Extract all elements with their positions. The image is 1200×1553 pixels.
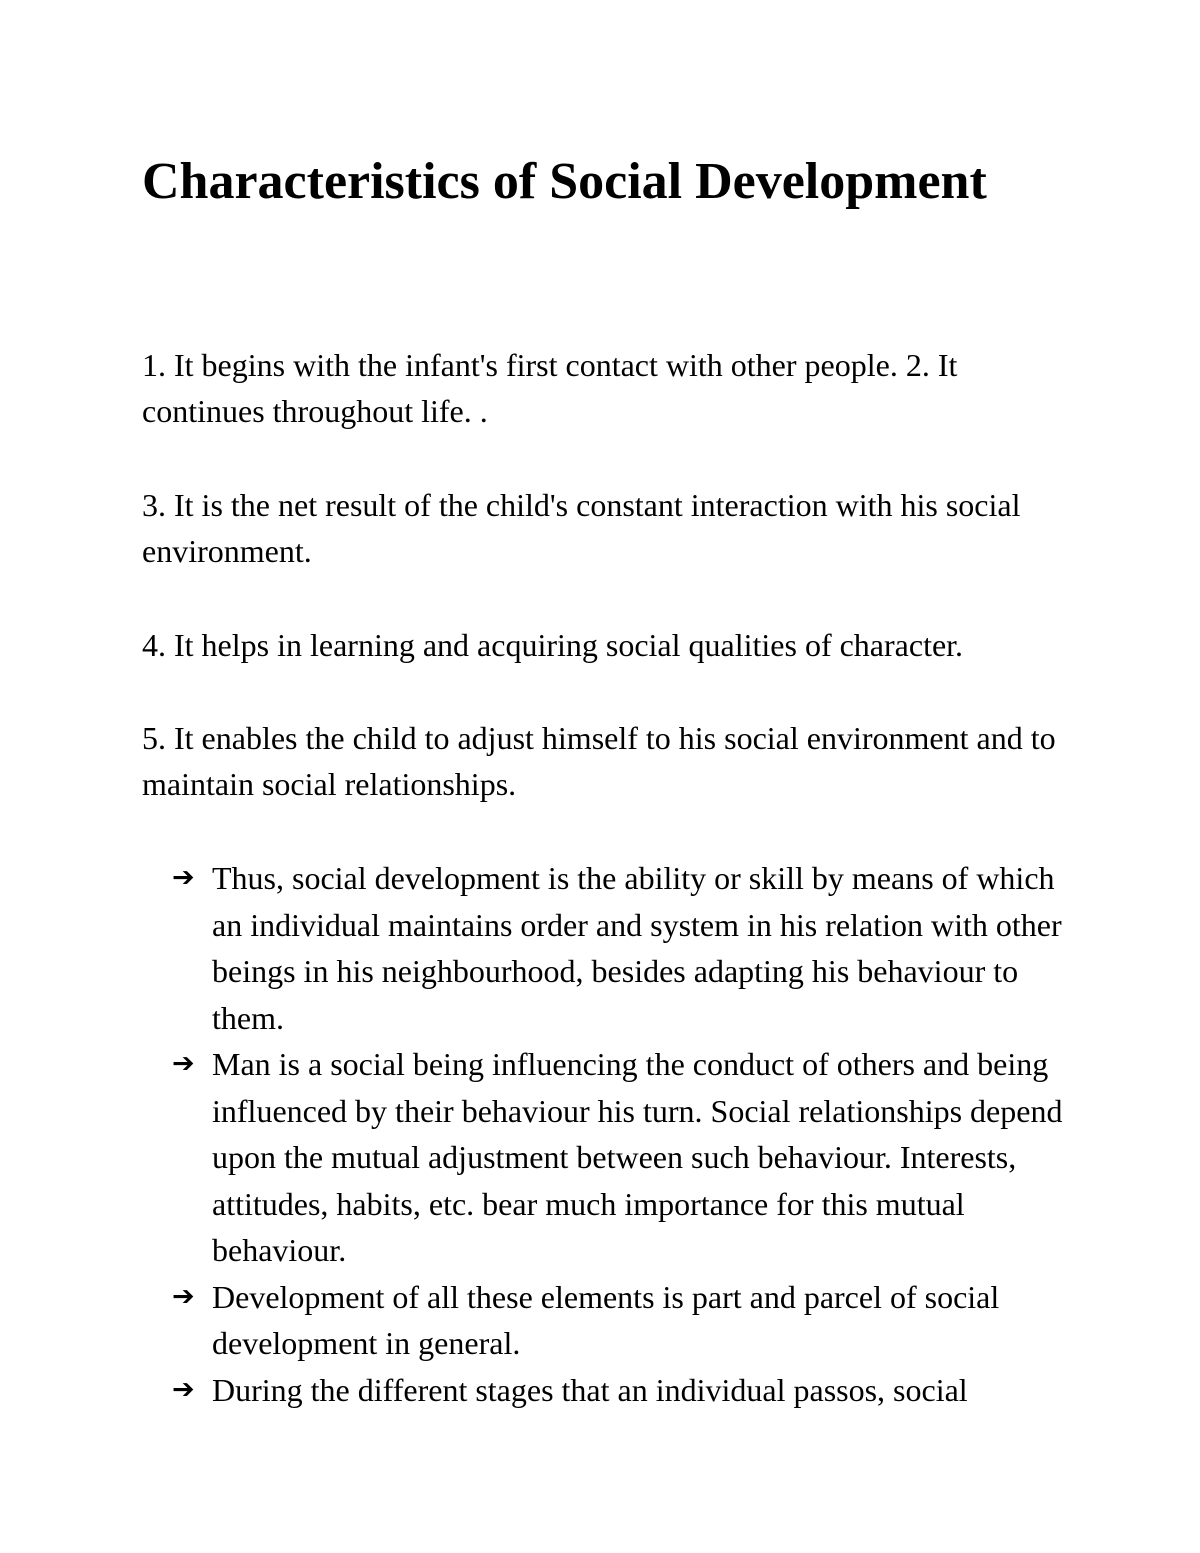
page-title: Characteristics of Social Development: [142, 153, 987, 210]
arrow-bullet-icon: ➔: [172, 862, 195, 893]
arrow-bullet-icon: ➔: [172, 1048, 195, 1079]
list-item: [172, 855, 1072, 1041]
paragraph-3: 3. It is the net result of the child's constant interaction with his social environment.: [142, 487, 1021, 569]
list-item: [172, 1367, 1072, 1414]
paragraph-1: 1. It begins with the infant's first contact with other people. 2. It continues throughout life. .: [142, 347, 958, 429]
list-item-text: Man is a social being influencing the conduct of others and being influenced by their behaviour his turn. Social relationships depend upon the mutual adjustment between such behaviour. Interests, attitudes, habits, etc. bear much importance for this mutual behaviour.: [212, 1046, 1063, 1268]
paragraph-5: 5. It enables the child to adjust himself to his social environment and to maintain social relationships.: [142, 720, 1056, 802]
arrow-bullet-icon: ➔: [172, 1373, 195, 1405]
list-item-text: Development of all these elements is part and parcel of social development in general.: [212, 1278, 1000, 1361]
bullet-list: [172, 855, 1072, 1413]
list-item-text: During the different stages that an individual passos, social: [212, 1371, 968, 1408]
arrow-bullet-icon: ➔: [172, 1280, 195, 1312]
paragraph-4: 4. It helps in learning and acquiring social qualities of character.: [142, 627, 964, 663]
list-item: [172, 1274, 1072, 1367]
list-item-text: Thus, social development is the ability or skill by means of which an individual maintains order and system in his relation with other beings in his neighbourhood, besides adapting his behaviour to them.: [212, 860, 1062, 1036]
list-item: [172, 1041, 1072, 1274]
